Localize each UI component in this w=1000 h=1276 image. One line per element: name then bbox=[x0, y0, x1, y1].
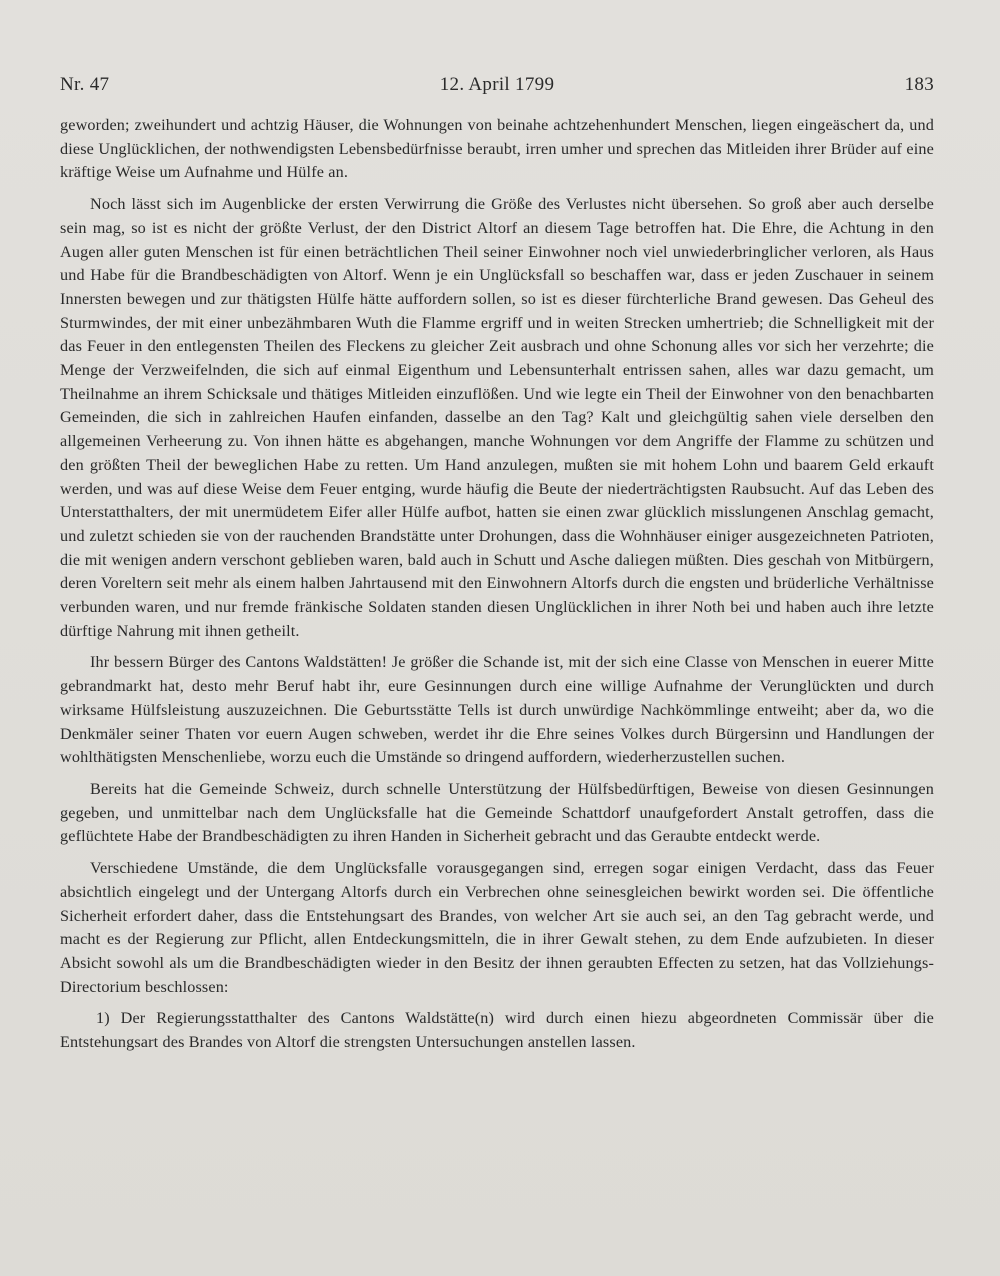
page-number: 183 bbox=[904, 74, 934, 95]
paragraph: Bereits hat die Gemeinde Schweiz, durch schnelle Unterstützung der Hülfsbedürftigen, Beweise von diesen Gesinnungen gegeben, und unmittelbar nach dem Unglücksfalle hat die Gemeinde Schattdorf unaufgefordert Anstalt getroffen, dass die geflüchtete Habe der Brandbeschädigten zu ihren Handen in Sicherheit gebracht und das Geraubte entdeckt werde. bbox=[60, 779, 934, 846]
paragraph: Verschiedene Umstände, die dem Unglücksfalle vorausgegangen sind, erregen sogar einigen Verdacht, dass das Feuer absichtlich eingelegt und der Untergang Altorfs durch ein Verbrechen ohne seinesgleichen bewirkt worden sei. Die öffentliche Sicherheit erfordert daher, dass die Entstehungsart des Brandes, von welcher Art sie auch sei, an den Tag gebracht werde, und macht es der Regierung zur Pflicht, allen Entdeckungsmitteln, die in ihrer Gewalt stehen, zu dem Ende aufzubieten. In dieser Absicht sowohl als um die Brandbeschädigten wieder in den Besitz der ihnen geraubten Effecten zu setzen, hat das Vollziehungs-Directorium beschlossen: bbox=[60, 859, 934, 996]
document-number: Nr. 47 bbox=[60, 74, 110, 95]
document-date: 12. April 1799 bbox=[439, 74, 555, 95]
numbered-item: 1) Der Regierungsstatthalter des Cantons Waldstätte(n) wird durch einen hiezu abgeordneten Commissär über die Entstehungsart des Brandes von Altorf die strengsten Untersuchungen anstellen lassen. bbox=[60, 1009, 934, 1052]
paragraph-continuation: geworden; zweihundert und achtzig Häuser, die Wohnungen von beinahe achtzehenhundert Menschen, liegen eingeäschert da, und diese Unglücklichen, der nothwendigsten Lebensbedürfnisse beraubt, irren umher und sprechen das Mitleiden ihrer Brüder auf eine kräftige Weise um Aufnahme und Hülfe an. bbox=[60, 116, 934, 182]
page-header bbox=[60, 74, 934, 100]
paragraph: Noch lässt sich im Augenblicke der ersten Verwirrung die Größe des Verlustes nicht übersehen. So groß aber auch derselbe sein mag, so ist es nicht der größte Verlust, der den District Altorf an diesem Tage betroffen hat. Die Ehre, die Achtung in den Augen aller guten Menschen ist für einen beträchtlichen Theil seiner Einwohner noch viel unwiederbringlicher verloren, als Haus und Habe für die Brandbeschädigten von Altorf. Wenn je ein Unglücksfall so beschaffen war, dass er jeden Zuschauer in seinem Innersten bewegen und zur thätigsten Hülfe hätte auffordern sollen, so ist es dieser fürchterliche Brand gewesen. Das Geheul des Sturmwindes, der mit einer unbezähmbaren Wuth die Flamme ergriff und in weiten Strecken umhertrieb; die Schnelligkeit mit der das Feuer in den entlegensten Theilen des Fleckens zu gleicher Zeit ausbrach und ohne Schonung alles vor sich her verzehrte; die Menge der Verzweifelnden, die sich auf einmal Eigenthum und Lebensunterhalt entrissen sahen, alles war dazu gemacht, um Theilnahme an ihrem Schicksale und thätiges Mitleiden einzuflößen. Und wie legte ein Theil der Einwohner von den benachbarten Gemeinden, die sich in zahlreichen Haufen einfanden, dasselbe an den Tag? Kalt und gleichgültig sahen viele derselben den allgemeinen Verheerung zu. Von ihnen hätte es abgehangen, manche Wohnungen vor dem Angriffe der Flamme zu schützen und den größten Theil der beweglichen Habe zu retten. Um Hand anzulegen, mußten sie mit hohem Lohn und baarem Geld erkauft werden, und was auf diese Weise dem Feuer entging, wurde häufig die Beute der niederträchtigsten Raubsucht. Auf das Leben des Unterstatthalters, der mit unermüdetem Eifer aller Hülfe aufbot, hatten sie einen zwar glücklich misslungenen Anschlag gemacht, und zuletzt schieden sie von der rauchenden Brandstätte unter Drohungen, dass die Wohnhäuser einiger ausgezeichneten Patrioten, die mit wenigen andern verschont geblieben waren, bald auch in Schutt und Asche daliegen müßten. Dies geschah von Mitbürgern, deren Voreltern seit mehr als einem halben Jahrtausend mit den Einwohnern Altorfs durch die engsten und brüderliche Verhältnisse verbunden waren, und nur fremde fränkische Soldaten standen diesen Unglücklichen in ihrer Noth bei und haben auch ihre letzte dürftige Nahrung mit ihnen getheilt. bbox=[60, 195, 934, 640]
paragraph: Ihr bessern Bürger des Cantons Waldstätten! Je größer die Schande ist, mit der sich eine Classe von Menschen in euerer Mitte gebrandmarkt hat, desto mehr Beruf habt ihr, eure Gesinnungen durch eine willige Aufnahme der Verunglückten und durch wirksame Hülfsleistung auszuzeichnen. Die Geburtsstätte Tells ist durch unwürdige Nachkömmlinge entweiht; aber da, wo die Denkmäler seiner Thaten vor euern Augen schweben, werdet ihr die Ehre seines Volkes durch Bürgersinn und Handlungen der wohlthätigsten Menschenliebe, worzu euch die Umstände so dringend auffordern, wiederherzustellen suchen. bbox=[60, 653, 934, 767]
document-body bbox=[60, 114, 934, 1063]
